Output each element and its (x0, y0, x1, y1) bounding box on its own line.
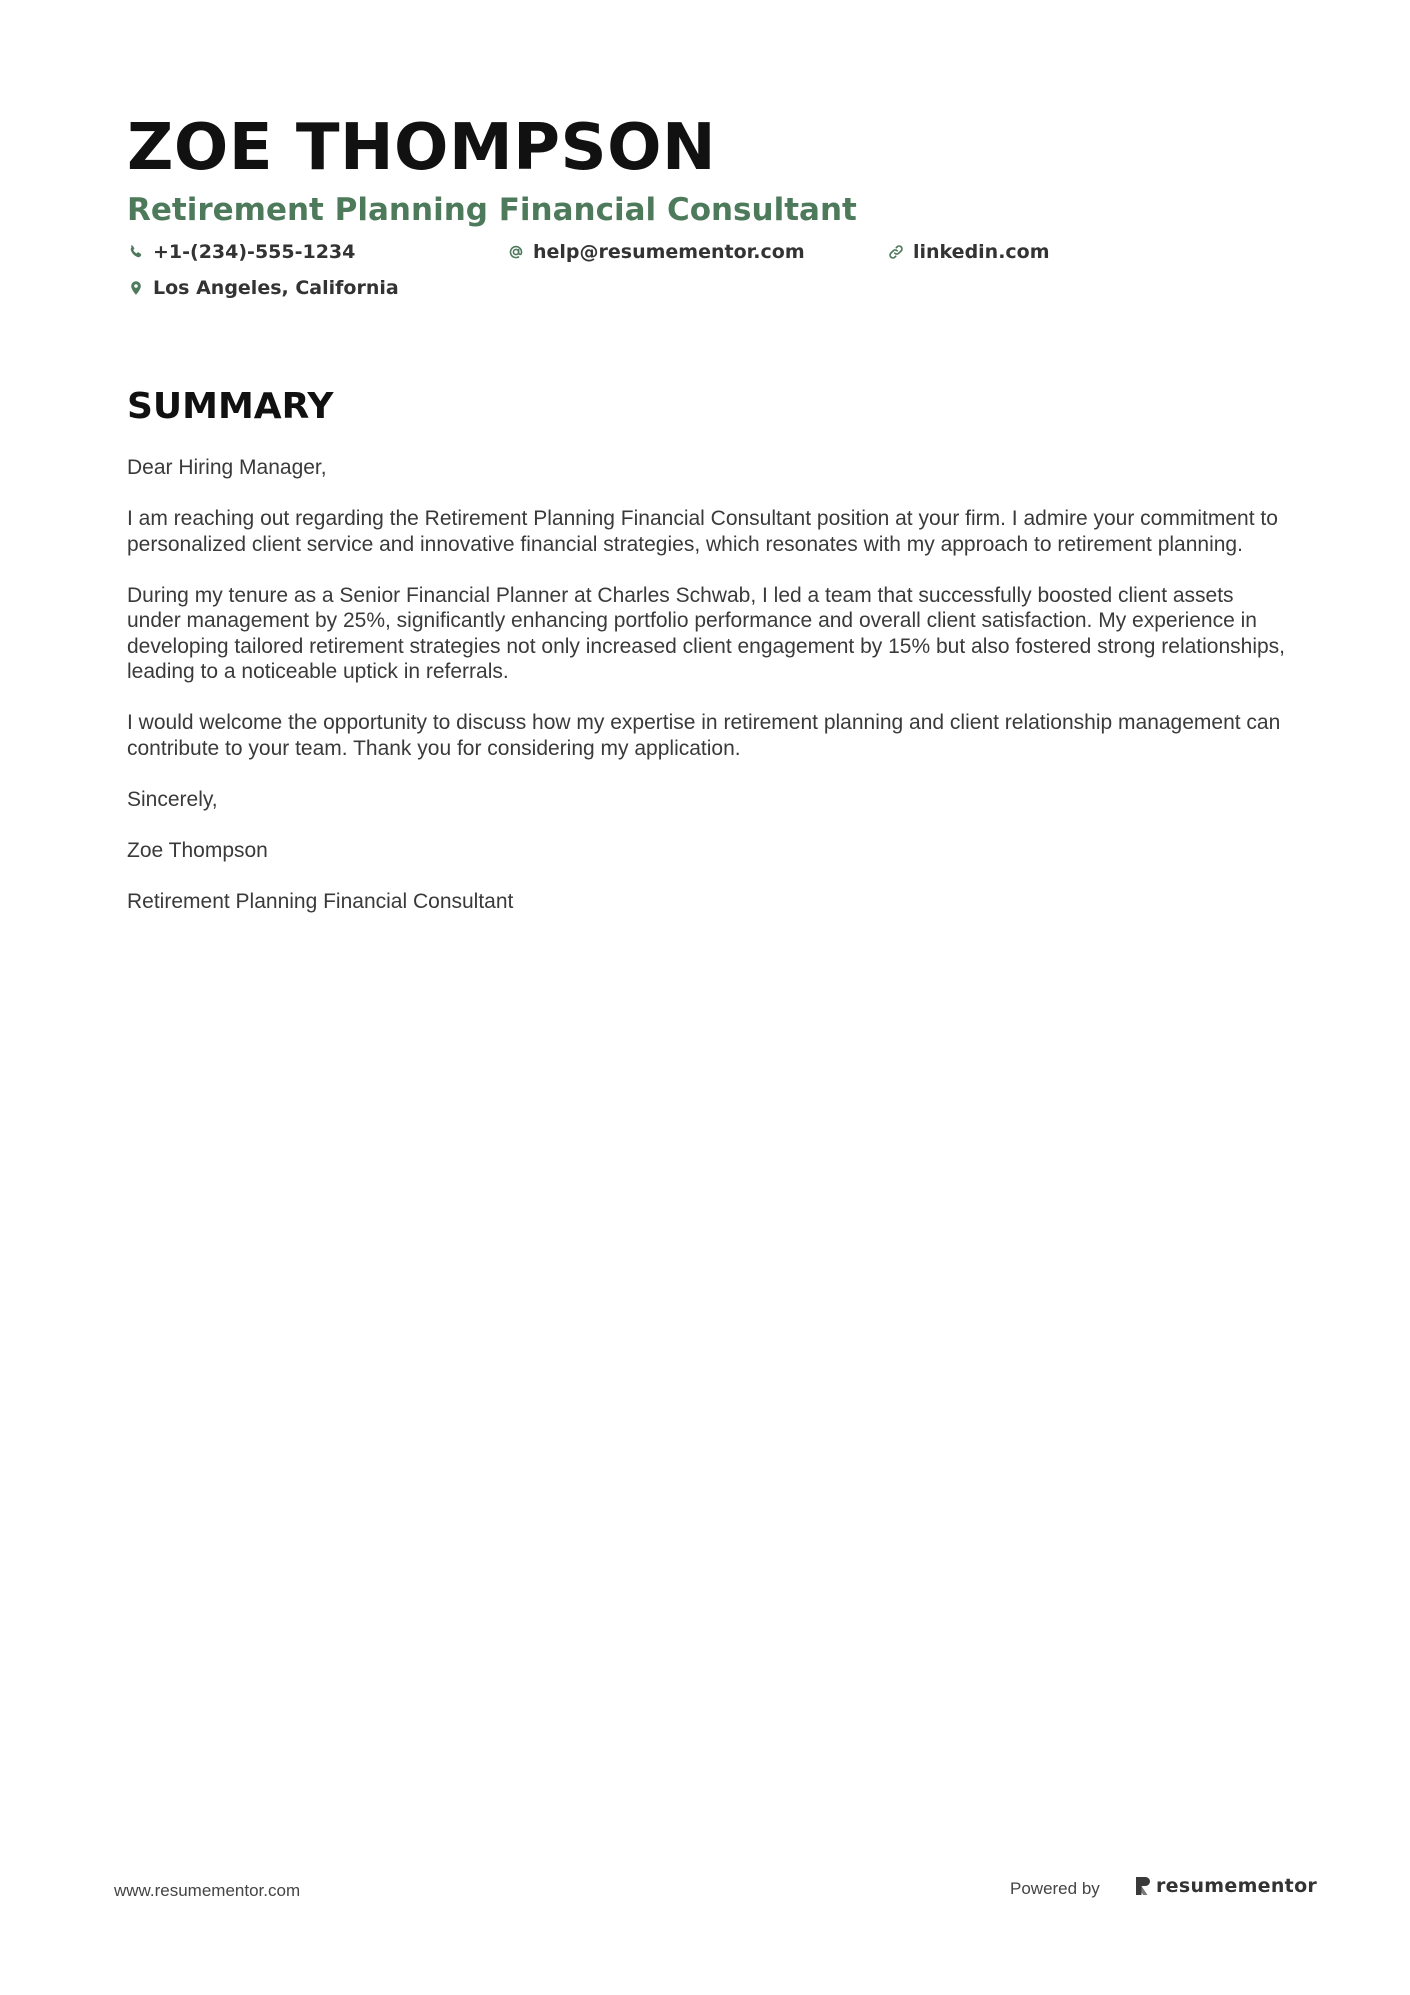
job-title: Retirement Planning Financial Consultant (127, 192, 857, 228)
contact-email (507, 239, 805, 265)
footer-website-link[interactable]: www.resumementor.com (114, 1881, 301, 1900)
summary-heading: SUMMARY (127, 386, 334, 427)
letter-paragraph: I am reaching out regarding the Retirement Planning Financial Consultant position at your firm. I admire your commitment to personalized client service and innovative financial strategies, which resonates with my approach to retirement planning. (127, 507, 1278, 556)
email-text: help@resumementor.com (533, 241, 805, 263)
contact-location (127, 275, 399, 301)
contact-phone (127, 239, 355, 265)
resumementor-logo-icon (1134, 1875, 1152, 1897)
letter-greeting: Dear Hiring Manager, (127, 456, 327, 479)
phone-text: +1-(234)-555-1234 (153, 241, 356, 263)
brand-name: resumementor (1156, 1875, 1318, 1897)
contact-website (887, 239, 1050, 265)
brand-logo[interactable] (1134, 1874, 1317, 1898)
phone-icon (127, 243, 145, 261)
letter-signature-title: Retirement Planning Financial Consultant (127, 889, 514, 913)
powered-by-label: Powered by (1010, 1879, 1100, 1898)
map-pin-icon (127, 279, 145, 297)
letter-closing: Sincerely, (127, 787, 218, 811)
letter-paragraph: I would welcome the opportunity to discuss how my expertise in retirement planning and client relationship management can contribute to your team. Thank you for considering my application. (127, 711, 1281, 760)
candidate-name: ZOE THOMPSON (127, 111, 717, 185)
at-icon (507, 243, 525, 261)
letter-body (127, 455, 1287, 940)
website-text: linkedin.com (913, 241, 1050, 263)
link-icon (887, 243, 905, 261)
letter-signature-name: Zoe Thompson (127, 838, 268, 862)
letter-paragraph: During my tenure as a Senior Financial Planner at Charles Schwab, I led a team that successfully boosted client assets under management by 25%, significantly enhancing portfolio performance and overall client satisfaction. My experience in developing tailored retirement strategies not only increased client engagement by 15% but also fostered strong relationships, leading to a noticeable uptick in referrals. (127, 583, 1286, 683)
location-text: Los Angeles, California (153, 277, 399, 299)
